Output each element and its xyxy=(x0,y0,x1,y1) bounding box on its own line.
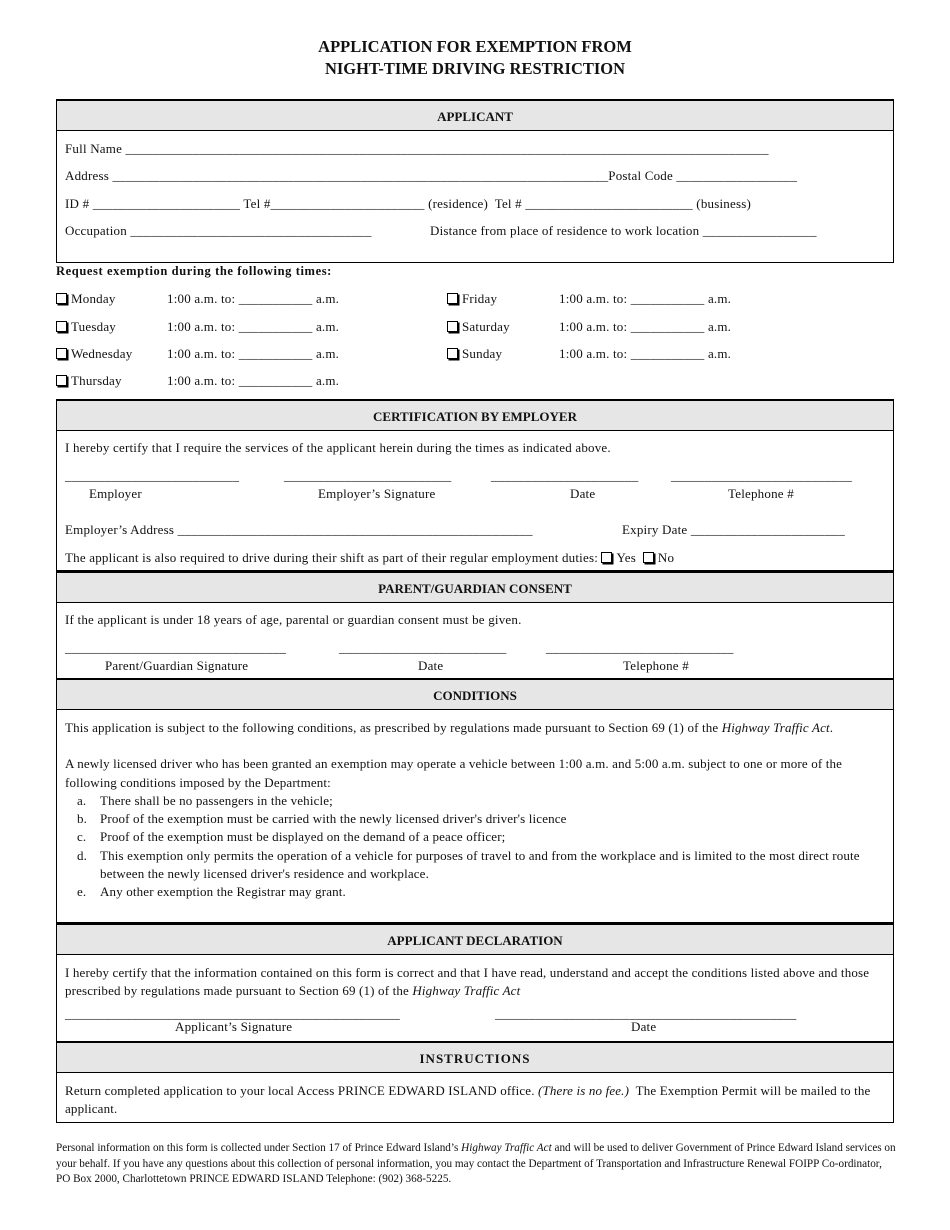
no-fee-note: (There is no fee.) xyxy=(538,1083,630,1098)
distance-label: Distance from place of residence to work location xyxy=(430,223,700,238)
residence-label: (residence) xyxy=(428,196,489,211)
no-label: No xyxy=(657,550,675,565)
time-prefix: 1:00 a.m. to: xyxy=(167,291,236,306)
conditions-section xyxy=(56,678,894,923)
day-row-thursday[interactable] xyxy=(56,373,122,389)
conditions-intro-end: . xyxy=(829,720,834,735)
conditions-act: Highway Traffic Act xyxy=(721,720,830,735)
expiry-row xyxy=(622,522,845,538)
list-item xyxy=(65,847,885,884)
applicant-header: APPLICANT xyxy=(57,99,893,131)
distance-row xyxy=(430,223,817,239)
employer-date-label: Date xyxy=(570,486,596,501)
time-range-thursday xyxy=(167,373,339,389)
day-label: Tuesday xyxy=(71,319,116,334)
applicant-signature-label: Applicant’s Signature xyxy=(175,1019,293,1034)
item-text: This exemption only permits the operation of a vehicle for purposes of travel to and from the workplace and is limited to the most direct route between the newly licensed driver's residence and workplace. xyxy=(100,847,860,882)
day-label: Thursday xyxy=(71,373,122,388)
tel-residence-label: Tel # xyxy=(243,196,271,211)
day-row-tuesday[interactable] xyxy=(56,319,116,335)
drive-question-row xyxy=(65,550,674,566)
employer-sig-line[interactable]: __________________________ xyxy=(65,468,240,483)
time-field[interactable]: ___________ xyxy=(238,373,313,388)
item-text: Proof of the exemption must be carried with the newly licensed driver's driver's licence xyxy=(100,811,567,827)
expiry-date-label: Expiry Date xyxy=(622,522,688,537)
yes-label: Yes xyxy=(616,550,637,565)
address-label: Address xyxy=(65,168,110,183)
instructions-text: Return completed application to your local Access PRINCE EDWARD ISLAND office. xyxy=(65,1083,535,1098)
time-range-tuesday xyxy=(167,319,339,335)
footer-text: Personal information on this form is collected under Section 17 of Prince Edward Island’s xyxy=(56,1142,459,1154)
request-heading: Request exemption during the following times: xyxy=(56,264,332,278)
occupation-row xyxy=(65,223,372,239)
time-range-friday xyxy=(559,291,731,307)
day-label: Monday xyxy=(71,291,116,306)
conditions-list xyxy=(65,792,885,902)
list-item xyxy=(65,810,885,828)
yes-option[interactable] xyxy=(601,550,636,565)
employer-signature-label: Employer’s Signature xyxy=(318,486,436,501)
conditions-intro xyxy=(65,719,885,737)
applicant-date-line[interactable]: _____________________________________________ xyxy=(495,1006,797,1021)
employer-telephone-line[interactable]: ___________________________ xyxy=(671,468,852,483)
drive-question: The applicant is also required to drive during their shift as part of their regular employment duties: xyxy=(65,550,599,565)
checkbox-icon[interactable] xyxy=(56,293,67,304)
checkbox-icon[interactable] xyxy=(56,321,67,332)
checkbox-icon[interactable] xyxy=(447,321,458,332)
item-text: There shall be no passengers in the vehicle; xyxy=(100,792,333,808)
checkbox-icon[interactable] xyxy=(447,293,458,304)
time-prefix: 1:00 a.m. to: xyxy=(167,346,236,361)
checkbox-icon[interactable] xyxy=(643,552,654,563)
day-row-friday[interactable] xyxy=(447,291,497,307)
item-letter: c. xyxy=(77,829,87,845)
conditions-intro-text: This application is subject to the following conditions, as prescribed by regulations made pursuant to Section 69 (1) of the xyxy=(65,720,719,735)
id-tel-row xyxy=(65,196,751,212)
parent-signature-label: Parent/Guardian Signature xyxy=(105,658,249,673)
declaration-section xyxy=(56,923,894,1042)
conditions-para2: A newly licensed driver who has been granted an exemption may operate a vehicle between 1:00 a.m. and 5:00 a.m. subject to one or more of the following conditions imposed by the Department: xyxy=(65,756,843,790)
instructions-body xyxy=(65,1082,885,1119)
time-prefix: 1:00 a.m. to: xyxy=(559,346,628,361)
checkbox-icon[interactable] xyxy=(56,348,67,359)
declaration-body xyxy=(65,964,885,1001)
full-name-field[interactable]: ________________________________________________________________________________________________ xyxy=(125,141,769,156)
full-name-label: Full Name xyxy=(65,141,123,156)
time-suffix: a.m. xyxy=(315,346,340,361)
instructions-text-2: The Exemption Permit will be mailed to the applicant. xyxy=(65,1083,871,1117)
full-name-row xyxy=(65,141,769,157)
occupation-field[interactable]: ____________________________________ xyxy=(130,223,372,238)
time-range-sunday xyxy=(559,346,731,362)
item-text: Proof of the exemption must be displayed on the demand of a peace officer; xyxy=(100,829,506,845)
time-field[interactable]: ___________ xyxy=(238,319,313,334)
time-field[interactable]: ___________ xyxy=(630,291,705,306)
time-prefix: 1:00 a.m. to: xyxy=(167,319,236,334)
time-field[interactable]: ___________ xyxy=(630,319,705,334)
tel-business-field[interactable]: _________________________ xyxy=(525,196,693,211)
id-field[interactable]: ______________________ xyxy=(92,196,241,211)
item-letter: b. xyxy=(77,811,88,827)
tel-residence-field[interactable]: _______________________ xyxy=(270,196,425,211)
parent-telephone-line[interactable]: ____________________________ xyxy=(546,640,734,655)
footer-act: Highway Traffic Act xyxy=(461,1142,552,1154)
time-suffix: a.m. xyxy=(315,373,340,388)
checkbox-icon[interactable] xyxy=(447,348,458,359)
employer-signature-line[interactable]: _________________________ xyxy=(284,468,452,483)
checkbox-icon[interactable] xyxy=(56,375,67,386)
applicant-section xyxy=(56,99,894,263)
expiry-date-field[interactable]: _______________________ xyxy=(690,522,845,537)
time-suffix: a.m. xyxy=(707,291,732,306)
distance-field[interactable]: _________________ xyxy=(702,223,817,238)
form-title-line2: NIGHT-TIME DRIVING RESTRICTION xyxy=(324,59,626,78)
privacy-footer xyxy=(56,1141,896,1188)
employer-address-row xyxy=(65,522,533,538)
list-item xyxy=(65,883,885,901)
employer-header: CERTIFICATION BY EMPLOYER xyxy=(57,399,893,431)
time-field[interactable]: ___________ xyxy=(238,346,313,361)
time-range-monday xyxy=(167,291,339,307)
footer-text-2: and will be used to deliver Government of Prince Edward Island services on your behalf. If you have any questions about this collection of personal information, you may contact the Department of Transportation and Infrastructure Renewal FOIPP Co-ordinator, PO Box 2000, Charlottetown PRINCE EDWARD ISLAND Telephone: (902) 368-5225. xyxy=(56,1142,896,1185)
postal-code-field[interactable]: __________________ xyxy=(676,168,798,183)
day-row-wednesday[interactable] xyxy=(56,346,132,362)
day-label: Saturday xyxy=(462,319,510,334)
list-item xyxy=(65,792,885,810)
declaration-header: APPLICANT DECLARATION xyxy=(57,923,893,955)
employer-section xyxy=(56,399,894,571)
declaration-text: I hereby certify that the information contained on this form is correct and that I have read, understand and accept the conditions listed above and those prescribed by regulations made pursuant to Section 69 (1) of the xyxy=(65,965,870,999)
no-option[interactable] xyxy=(643,550,674,565)
time-suffix: a.m. xyxy=(315,319,340,334)
applicant-date-label: Date xyxy=(631,1019,657,1034)
item-letter: d. xyxy=(77,847,88,863)
time-prefix: 1:00 a.m. to: xyxy=(559,291,628,306)
day-row-monday[interactable] xyxy=(56,291,116,307)
instructions-header: INSTRUCTIONS xyxy=(57,1041,893,1073)
checkbox-icon[interactable] xyxy=(601,552,612,563)
parent-signature-line[interactable]: _________________________________ xyxy=(65,640,287,655)
declaration-act: Highway Traffic Act xyxy=(412,983,521,999)
employer-certify-text: I hereby certify that I require the services of the applicant herein during the times as indicated above. xyxy=(65,440,611,455)
employer-address-field[interactable]: _____________________________________________________ xyxy=(177,522,533,537)
instructions-section xyxy=(56,1041,894,1123)
parent-date-label: Date xyxy=(418,658,444,673)
occupation-label: Occupation xyxy=(65,223,127,238)
form-title-line1: APPLICATION FOR EXEMPTION FROM xyxy=(318,37,632,56)
time-suffix: a.m. xyxy=(707,319,732,334)
form-title xyxy=(0,36,950,80)
day-label: Sunday xyxy=(462,346,503,361)
conditions-header: CONDITIONS xyxy=(57,678,893,710)
employer-address-label: Employer’s Address xyxy=(65,522,175,537)
parent-telephone-label: Telephone # xyxy=(623,658,689,673)
time-range-wednesday xyxy=(167,346,339,362)
parent-date-line[interactable]: _________________________ xyxy=(339,640,507,655)
time-suffix: a.m. xyxy=(315,291,340,306)
time-field[interactable]: ___________ xyxy=(630,346,705,361)
time-suffix: a.m. xyxy=(707,346,732,361)
day-label: Wednesday xyxy=(71,346,133,361)
time-range-saturday xyxy=(559,319,731,335)
parent-header: PARENT/GUARDIAN CONSENT xyxy=(57,571,893,603)
address-row xyxy=(65,168,797,184)
time-prefix: 1:00 a.m. to: xyxy=(167,373,236,388)
postal-code-label: Postal Code xyxy=(608,168,673,183)
item-text: Any other exemption the Registrar may grant. xyxy=(100,884,346,900)
conditions-body xyxy=(65,719,885,902)
employer-date-line[interactable]: ______________________ xyxy=(491,468,639,483)
tel-business-label: Tel # xyxy=(494,196,522,211)
parent-section xyxy=(56,571,894,679)
day-row-sunday[interactable] xyxy=(447,346,502,362)
employer-telephone-label: Telephone # xyxy=(728,486,794,501)
business-label: (business) xyxy=(696,196,752,211)
time-prefix: 1:00 a.m. to: xyxy=(559,319,628,334)
parent-consent-text: If the applicant is under 18 years of age, parental or guardian consent must be given. xyxy=(65,612,522,627)
applicant-signature-line[interactable]: __________________________________________________ xyxy=(65,1006,400,1021)
list-item xyxy=(65,828,885,846)
item-letter: e. xyxy=(77,884,87,900)
item-letter: a. xyxy=(77,792,87,808)
employer-label: Employer xyxy=(89,486,142,501)
id-label: ID # xyxy=(65,196,90,211)
time-field[interactable]: ___________ xyxy=(238,291,313,306)
day-row-saturday[interactable] xyxy=(447,319,510,335)
day-label: Friday xyxy=(462,291,498,306)
address-field[interactable]: __________________________________________________________________________ xyxy=(112,168,609,183)
